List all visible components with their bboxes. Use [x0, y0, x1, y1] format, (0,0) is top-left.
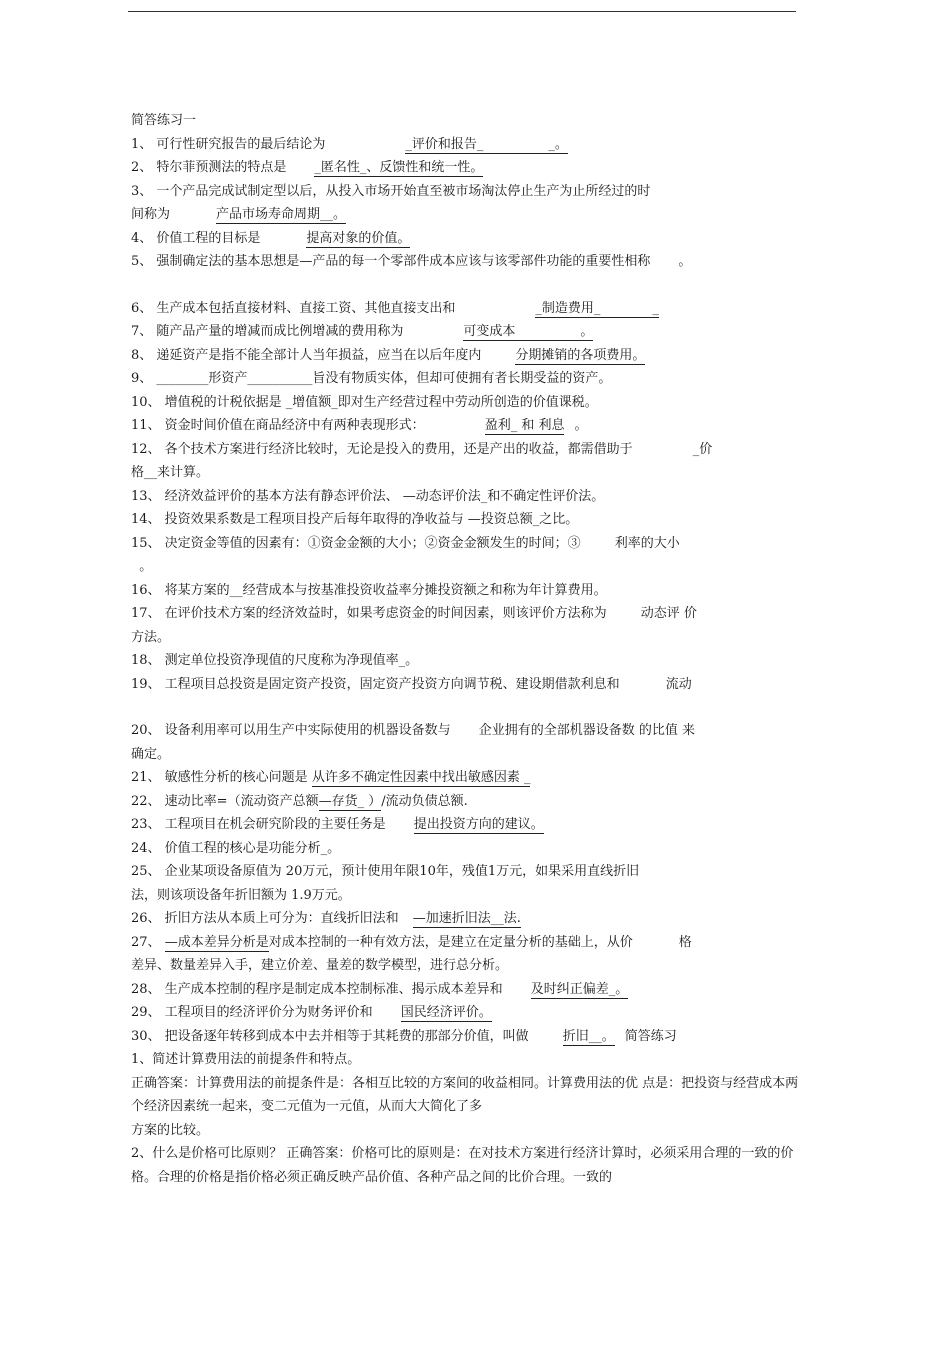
question-12: 12、 各个技术方案进行经济比较时，无论是投入的费用，还是产出的收益，都需借助于 _价: [131, 441, 713, 457]
question-14: 14、 投资效果系数是工程项目投产后每年取得的净收益与 —投资总额_之比。: [131, 512, 579, 527]
question-25-cont: 法，则该项设备年折旧额为 1.9万元。: [131, 887, 351, 903]
section-title-2: 简答练习: [624, 1028, 677, 1044]
question-18: 18、 测定单位投资净现值的尺度称为净现值率_。: [131, 653, 419, 668]
question-2: 2、 特尔菲预测法的特点是 _匿名性_、反馈性和统一性。: [131, 160, 484, 175]
answer-6: _制造费用_ _: [535, 300, 659, 316]
answer-2: _匿名性_、反馈性和统一性。: [314, 160, 484, 175]
answer-30: 折旧__。: [562, 1028, 615, 1044]
answer-3: 产品市场寿命周期__。: [216, 207, 347, 222]
question-4: 4、 价值工程的目标是 提高对象的价值。: [131, 230, 411, 246]
answer-8: 分期摊销的各项费用。: [515, 347, 646, 363]
question-13: 13、 经济效益评价的基本方法有静态评价法、 —动态评价法_和不确定性评价法。: [131, 488, 605, 504]
top-rule: [128, 11, 796, 12]
question-20: 20、 设备利用率可以用生产中实际使用的机器设备数与 企业拥有的全部机器设备数 的比值 来: [131, 723, 695, 738]
question-17-cont: 方法。: [131, 629, 171, 645]
document-body: [131, 109, 799, 1189]
answer-29: 国民经济评价。: [400, 1005, 492, 1020]
answer-22: —存货_ ）: [318, 793, 382, 809]
question-7: 7、 随产品产量的增减而成比例增减的费用称为 可变成本 。: [131, 324, 594, 339]
question-11: 11、 资金时间价值在商品经济中有两种表现形式： 盈利_ 和 利息 。: [131, 418, 588, 433]
answer-23: 提出投资方向的建议。: [413, 817, 544, 832]
section-title: 简答练习一: [131, 113, 197, 128]
question-27: 27、 —成本差异分析是对成本控制的一种有效方法，是建立在定量分析的基础上，从价 格: [131, 934, 692, 950]
question-29: 29、 工程项目的经济评价分为财务评价和 国民经济评价。: [131, 1005, 492, 1020]
question-21: 21、 敏感性分析的核心问题是 从许多不确定性因素中找出敏感因素 _: [131, 770, 531, 785]
question-27-cont: 差异、数量差异入手，建立价差、量差的数学模型，进行总分析。: [131, 958, 509, 973]
question-1: 1、 可行性研究报告的最后结论为 _评价和报告_ _。: [131, 136, 568, 152]
short-question-1: 1、简述计算费用法的前提条件和特点。: [131, 1052, 361, 1067]
question-20-cont: 确定。: [131, 746, 171, 762]
question-6: 6、 生产成本包括直接材料、直接工资、其他直接支出和 _制造费用_ _: [131, 300, 659, 316]
question-30: 30、 把设备逐年转移到成本中去并相等于其耗费的那部分价值，叫做 折旧__。 简答练习: [131, 1028, 677, 1044]
answer-4: 提高对象的价值。: [306, 230, 411, 246]
answer-26: —加速折旧法__法.: [412, 911, 521, 926]
answer-1: _评价和报告_ _。: [405, 136, 568, 152]
answer-21: 从许多不确定性因素中找出敏感因素 _: [311, 770, 531, 785]
answer-27: —成本差异分析是: [164, 934, 269, 950]
question-5: 5、 强制确定法的基本思想是—产品的每一个零部件成本应该与该零部件功能的重要性相称 。: [131, 254, 692, 269]
question-26: 26、 折旧方法从本质上可分为：直线折旧法和 —加速折旧法__法.: [131, 911, 521, 926]
question-3: 3、 一个产品完成试制定型以后，从投入市场开始直至被市场淘汰停止生产为止所经过的时: [131, 183, 651, 199]
answer-11: 盈利_ 和 利息: [484, 418, 565, 433]
question-10: 10、 增值税的计税依据是 _增值额_即对生产经营过程中劳动所创造的价值课税。: [131, 394, 598, 410]
question-12-cont: 格__来计算。: [131, 465, 210, 480]
question-23: 23、 工程项目在机会研究阶段的主要任务是 提出投资方向的建议。: [131, 817, 544, 832]
short-answer-1-end: 方案的比较。: [131, 1122, 210, 1138]
answer-28: 及时纠正偏差_。: [530, 981, 629, 997]
question-15-cont: 。: [139, 559, 153, 574]
question-25: 25、 企业某项设备原值为 20万元，预计使用年限10年，残值1万元，如果采用直线折旧: [131, 864, 640, 879]
question-16: 16、 将某方案的__经营成本与按基准投资收益率分摊投资额之和称为年计算费用。: [131, 582, 607, 598]
short-answer-1: 正确答案：计算费用法的前提条件是：各相互比较的方案间的收益相同。计算费用法的优 点是：把投资与经营成本两个经济因素统一起来，变二元值为一元值，从而大大简化了多: [131, 1075, 799, 1114]
answer-7: 可变成本 。: [463, 324, 594, 339]
question-22: 22、 速动比率=（流动资产总额—存货_ ）/流动负债总额.: [131, 793, 468, 809]
question-17: 17、 在评价技术方案的经济效益时，如果考虑资金的时间因素，则该评价方法称为 动态评 价: [131, 606, 697, 621]
question-19: 19、 工程项目总投资是固定资产投资，固定资产投资方向调节税、建设期借款利息和 流动: [131, 676, 692, 692]
question-24: 24、 价值工程的核心是功能分析_。: [131, 840, 341, 856]
short-question-2: 2、什么是价格可比原则？ 正确答案：价格可比的原则是：在对技术方案进行经济计算时，必须采用合理的一致的价 格。合理的价格是指价格必须正确反映产品价值、各种产品之间的比价合理。一致的: [131, 1146, 794, 1185]
question-8: 8、 递延资产是指不能全部计人当年损益，应当在以后年度内 分期摊销的各项费用。: [131, 347, 646, 363]
question-3-cont: 间称为 产品市场寿命周期__。: [131, 207, 347, 222]
question-15: 15、 决定资金等值的因素有：①资金金额的大小；②资金金额发生的时间；③ 利率的大小: [131, 535, 680, 551]
question-28: 28、 生产成本控制的程序是制定成本控制标准、揭示成本差异和 及时纠正偏差_。: [131, 981, 629, 997]
question-9: 9、 ________形资产__________旨没有物质实体，但却可使拥有者长期受益的资产。: [131, 371, 612, 386]
